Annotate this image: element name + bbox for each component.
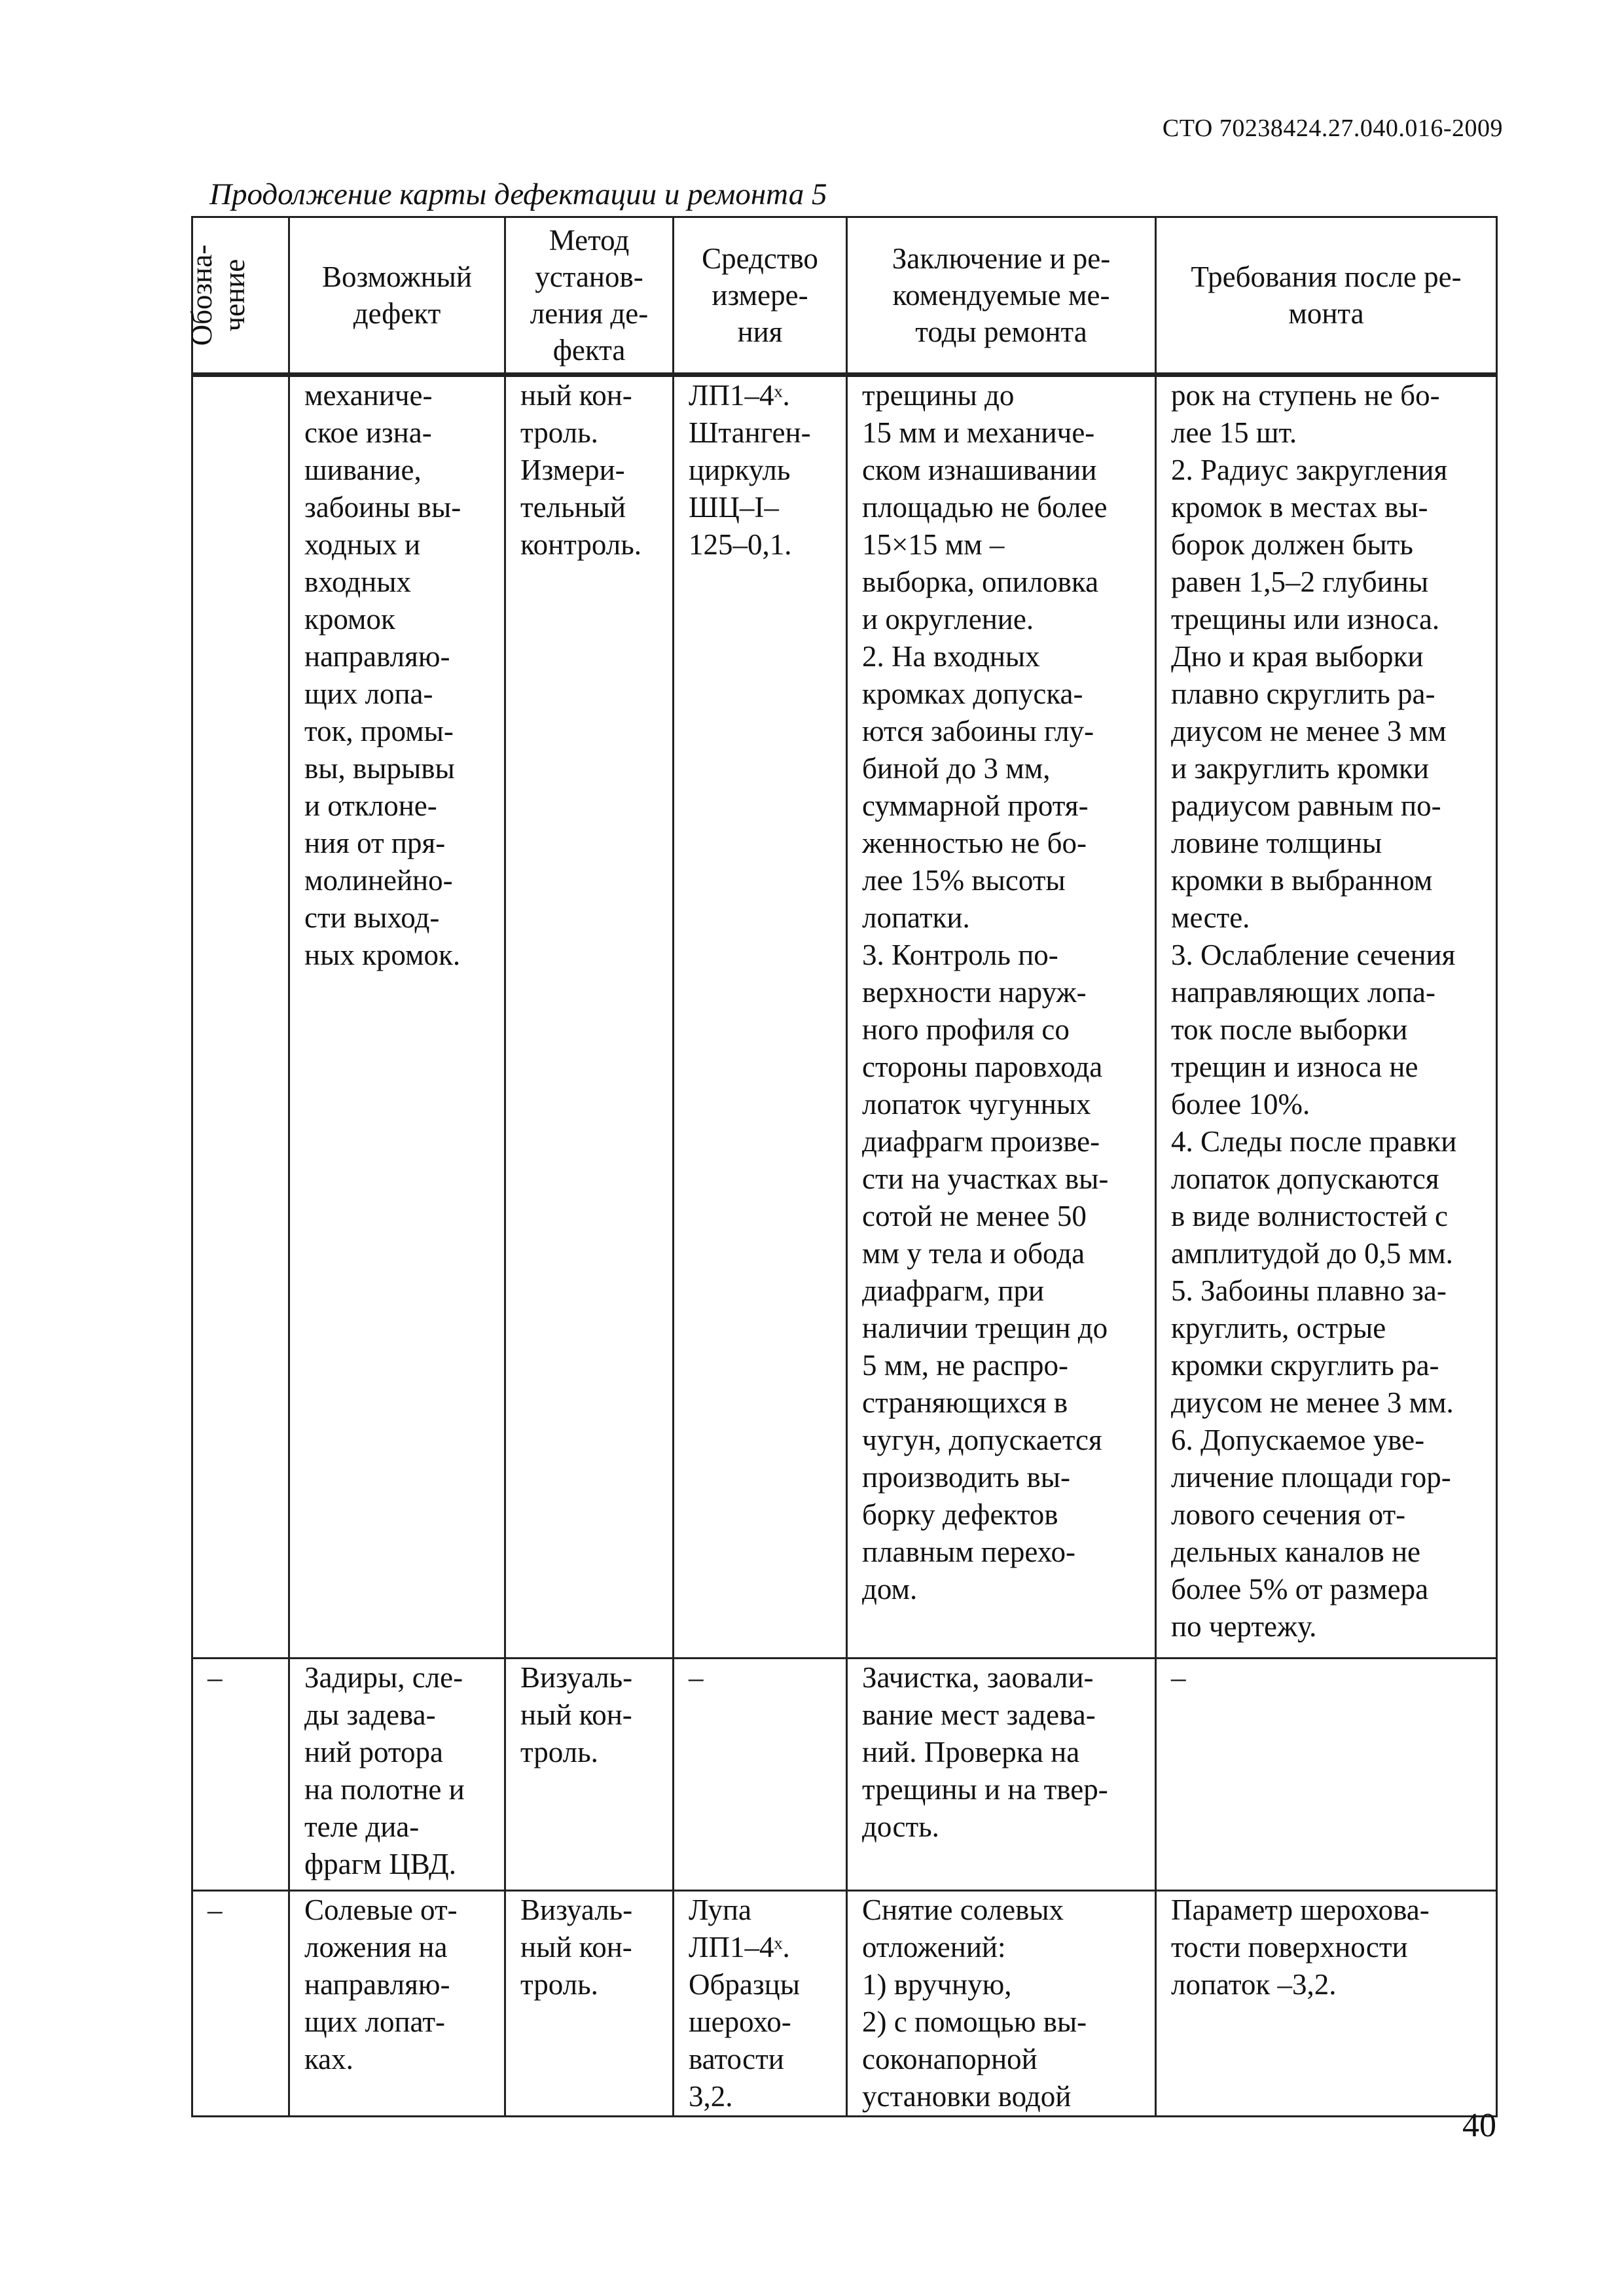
cell-designation: – (192, 1659, 289, 1891)
defect-repair-table (185, 216, 1498, 2117)
cell-method: Визуаль- ный кон- троль. (505, 1891, 674, 2117)
cell-designation (192, 375, 289, 1659)
document-code: СТО 70238424.27.040.016-2009 (1162, 115, 1503, 142)
cell-method: ный кон- троль. Измери- тельный контроль. (505, 375, 674, 1659)
page-number: 40 (1462, 2107, 1496, 2144)
cell-conclusion: трещины до 15 мм и механиче- ском изнашивании площадью не более 15×15 мм – выборка, опиловка и округление. 2. На входных кромках допуска- ются забоины глу- биной до 3 мм, суммарной протя- женностью не бо- лее 15% высоты лопатки. 3. Контроль по- верхности наруж- ного профиля со стороны паровхода лопаток чугунных диафрагм произве- сти на участках вы- сотой не менее 50 мм у тела и обода диафрагм, при наличии трещин до 5 мм, не распро- страняющихся в чугун, допускается производить вы- борку дефектов плавным перехо- дом. (847, 375, 1156, 1659)
cell-designation: – (192, 1891, 289, 2117)
table-header-row (192, 217, 1497, 375)
cell-defect: Солевые от- ложения на направляю- щих лопат- ках. (289, 1891, 505, 2117)
column-header-means: Средство измере- ния (674, 217, 847, 375)
table-row (192, 1659, 1497, 1891)
column-header-defect: Возможный дефект (289, 217, 505, 375)
table-row (192, 1891, 1497, 2117)
table-caption: Продолжение карты дефектации и ремонта 5 (209, 177, 827, 211)
cell-defect: Задиры, сле- ды задева- ний ротора на полотне и теле диа- фрагм ЦВД. (289, 1659, 505, 1891)
cell-defect: механиче- ское изна- шивание, забоины вы- ходных и входных кромок направляю- щих лопа- ток, промы- вы, вырывы и отклоне- ния от пря- молинейно- сти выход- ных кромок. (289, 375, 505, 1659)
cell-requirements: рок на ступень не бо- лее 15 шт. 2. Радиус закругления кромок в местах вы- борок должен быть равен 1,5–2 глубины трещины или износа. Дно и края выборки плавно скруглить ра- диусом не менее 3 мм и закруглить кромки радиусом равным по- ловине толщины кромки в выбранном месте. 3. Ослабление сечения направляющих лопа- ток после выборки трещин и износа не более 10%. 4. Следы после правки лопаток допускаются в виде волнистостей с амплитудой до 0,5 мм. 5. Забоины плавно за- круглить, острые кромки скруглить ра- диусом не менее 3 мм. 6. Допускаемое уве- личение площади гор- лового сечения от- дельных каналов не более 5% от размера по чертежу. (1156, 375, 1497, 1659)
column-header-requirements: Требования после ре- монта (1156, 217, 1497, 375)
column-header-designation (185, 217, 289, 375)
cell-method: Визуаль- ный кон- троль. (505, 1659, 674, 1891)
column-header-method: Метод установ- ления де- фекта (505, 217, 674, 375)
cell-means: – (674, 1659, 847, 1891)
cell-conclusion: Снятие солевых отложений: 1) вручную, 2) с помощью вы- соконапорной установки водой (847, 1891, 1156, 2117)
cell-conclusion: Зачистка, заовали- вание мест задева- ний. Проверка на трещины и на твер- дость. (847, 1659, 1156, 1891)
cell-means: ЛП1–4ˣ. Штанген- циркуль ШЦ–I– 125–0,1. (674, 375, 847, 1659)
table-row (192, 375, 1497, 1659)
column-header-conclusion: Заключение и ре- комендуемые ме- тоды ремонта (847, 217, 1156, 375)
cell-requirements: – (1156, 1659, 1497, 1891)
cell-means: Лупа ЛП1–4ˣ. Образцы шерохо- ватости 3,2. (674, 1891, 847, 2117)
column-header-designation-text: Обозна- чение (185, 244, 251, 346)
cell-requirements: Параметр шерохова- тости поверхности лопаток –3,2. (1156, 1891, 1497, 2117)
